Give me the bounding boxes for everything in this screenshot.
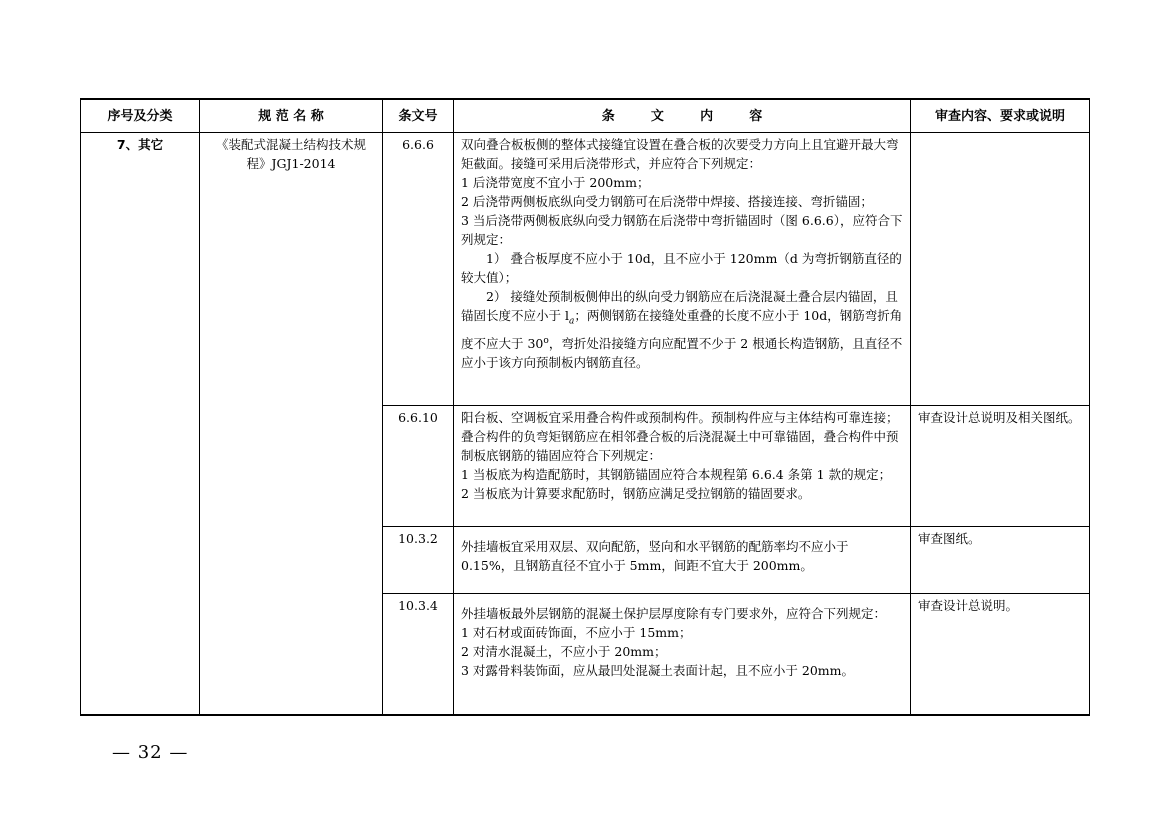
- content-line: 外挂墙板宜采用双层、双向配筋，竖向和水平钢筋的配筋率均不应小于 0.15%，且钢筋直径不宜小于 5mm，间距不宜大于 200mm。: [461, 539, 849, 573]
- content-line: 1 对石材或面砖饰面，不应小于 15mm；: [461, 625, 692, 640]
- category-cell: 7、其它: [81, 133, 200, 716]
- content-line: 外挂墙板最外层钢筋的混凝土保护层厚度除有专门要求外，应符合下列规定：: [461, 606, 887, 621]
- content-line: 2 对清水混凝土，不应小于 20mm；: [461, 644, 667, 659]
- table-row: [81, 133, 1090, 406]
- content-subitem: 1） 叠合板厚度不应小于 10d，且不应小于 120mm（d 为弯折钢筋直径的较大值）；: [461, 251, 902, 285]
- header-spec-name: 规 范 名 称: [200, 99, 383, 133]
- content-subitem: 2） 接缝处预制板侧伸出的纵向受力钢筋应在后浇混凝土叠合层内锚固，且锚固长度不应小于 $l_a$；两侧钢筋在接缝处重叠的长度不应小于 10d，钢筋弯折角度不应大于 30$^o$，弯折处沿接缝方向应配置不少于 2 根通长构造钢筋，且直径不应小于该方向预制板内钢筋直径。: [461, 289, 903, 370]
- content-line: 1 后浇带宽度不宜小于 200mm；: [461, 175, 650, 190]
- content-line: 阳台板、空调板宜采用叠合构件或预制构件。预制构件应与主体结构可靠连接；叠合构件的负弯矩钢筋应在相邻叠合板的后浇混凝土中可靠锚固，叠合构件中预制板底钢筋的锚固应符合下列规定：: [461, 410, 899, 463]
- header-content: 条 文 内 容: [454, 99, 911, 133]
- content-line: 1 当板底为构造配筋时，其钢筋锚固应符合本规程第 6.6.4 条第 1 款的规定；: [461, 467, 892, 482]
- regulation-table: [80, 98, 1090, 716]
- spec-name-cell: 《装配式混凝土结构技术规程》JGJ1-2014: [200, 133, 383, 716]
- content-line: 双向叠合板板侧的整体式接缝宜设置在叠合板的次要受力方向上且宜避开最大弯矩截面。接缝可采用后浇带形式，并应符合下列规定：: [461, 137, 899, 171]
- review-cell: 审查设计总说明及相关图纸。: [911, 406, 1090, 527]
- content-line: 3 对露骨料装饰面，应从最凹处混凝土表面计起，且不应小于 20mm。: [461, 663, 855, 678]
- content-line: 3 当后浇带两侧板底纵向受力钢筋在后浇带中弯折锚固时（图 6.6.6），应符合下列规定：: [461, 213, 903, 247]
- clause-content: [454, 406, 911, 527]
- header-review: 审查内容、要求或说明: [911, 99, 1090, 133]
- review-cell: 审查设计总说明。: [911, 594, 1090, 716]
- clause-number: 6.6.6: [383, 133, 454, 406]
- clause-content: [454, 594, 911, 716]
- review-cell: 审查图纸。: [911, 527, 1090, 594]
- review-cell: [911, 133, 1090, 406]
- clause-content: [454, 527, 911, 594]
- content-line: 2 当板底为计算要求配筋时，钢筋应满足受拉钢筋的锚固要求。: [461, 486, 811, 501]
- page-number: — 32 —: [112, 742, 189, 763]
- header-clause-no: 条文号: [383, 99, 454, 133]
- content-line: 2 后浇带两侧板底纵向受力钢筋可在后浇带中焊接、搭接连接、弯折锚固；: [461, 194, 873, 209]
- header-category: 序号及分类: [81, 99, 200, 133]
- clause-content: [454, 133, 911, 406]
- clause-number: 6.6.10: [383, 406, 454, 527]
- clause-number: 10.3.4: [383, 594, 454, 716]
- table-header-row: [81, 99, 1090, 133]
- clause-number: 10.3.2: [383, 527, 454, 594]
